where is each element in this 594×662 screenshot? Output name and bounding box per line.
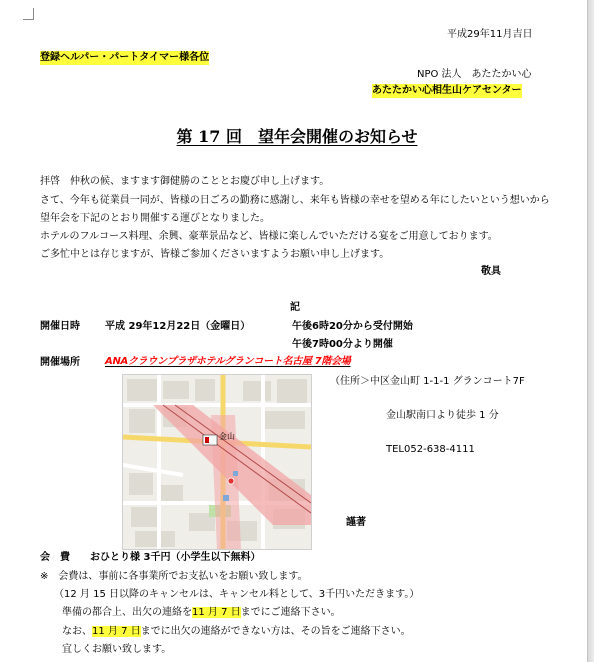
note-regards: 宜しくお願い致します。 <box>62 644 172 655</box>
note-unknown-post: までに出欠の連絡ができない方は、その旨をご連絡下さい。 <box>140 626 411 637</box>
venue-map <box>122 374 312 550</box>
document-title-text: 第 17 回 望年会開催のお知らせ <box>176 127 418 146</box>
body-line-4: ホテルのフルコース料理、余興、豪華景品など、皆様に楽しんでいただける宴をご用意しております。 <box>40 231 498 242</box>
walk-time: 金山駅南口より徒歩 1 分 <box>386 410 499 421</box>
org-center-name: あたたかい心相生山ケアセンター <box>372 85 522 96</box>
body-line-2: さて、今年も従業員一同が、皆様の日ごろの勤務に感謝し、来年も皆様の幸せを望める年にしたいという想いから <box>40 195 550 206</box>
rsvp-deadline-2: 11 月 7 日 <box>92 626 141 637</box>
margin-corner-mark <box>23 8 33 20</box>
note-rsvp-post: までにご連絡下さい。 <box>240 607 341 618</box>
closing-keigu: 敬具 <box>481 266 501 277</box>
date-value: 平成 29年12月22日（金曜日） <box>105 321 251 332</box>
note-rsvp <box>62 606 341 620</box>
body-line-3: 望年会を下記のとおり開催する運びとなりました。 <box>40 213 270 224</box>
venue-address: （住所＞中区金山町 1-1-1 グランコート7F <box>330 376 525 387</box>
note-rsvp-pre: 準備の都合上、出欠の連絡を <box>62 607 192 618</box>
org-name: NPO 法人 あたたかい心 <box>417 69 532 80</box>
note-cancellation: （12 月 15 日以降のキャンセルは、キャンセル料として、3千円いただきます。） <box>54 589 420 600</box>
note-unknown-pre: なお、 <box>62 626 92 637</box>
body-line-5: ご多忙中とは存じますが、皆様ご参加くださいますようお願い申し上げます。 <box>40 249 390 260</box>
closing-kinsho: 謹著 <box>346 517 366 528</box>
venue-label: 開催場所 <box>40 357 80 368</box>
venue-name: ANAクラウンプラザホテルグランコート名古屋 7階会場 <box>105 356 351 367</box>
fee-value: おひとり様 3千円（小学生以下無料） <box>90 552 261 563</box>
document-title <box>0 124 594 147</box>
date-label: 開催日時 <box>40 321 80 332</box>
map-drawing <box>123 375 311 549</box>
rsvp-deadline: 11 月 7 日 <box>192 607 241 618</box>
body-line-1: 拝啓 仲秋の候、ますます御健勝のこととお慶び申し上げます。 <box>40 176 330 187</box>
fee-label: 会 費 <box>40 552 70 563</box>
reception-time: 午後6時20分から受付開始 <box>292 321 413 332</box>
map-station-label: 金山 <box>219 432 235 441</box>
venue-tel: TEL052-638-4111 <box>386 444 475 455</box>
note-unknown-attendance <box>62 625 411 639</box>
recipient-line: 登録ヘルパー・パートタイマー様各位 <box>40 52 210 63</box>
page-edge-shadow <box>588 0 594 662</box>
ki-heading: 記 <box>290 302 300 313</box>
start-time: 午後7時00分より開催 <box>292 339 393 350</box>
note-payment: ※ 会費は、事前に各事業所でお支払いをお願い致します。 <box>40 571 308 582</box>
issue-date: 平成29年11月吉日 <box>447 29 533 40</box>
